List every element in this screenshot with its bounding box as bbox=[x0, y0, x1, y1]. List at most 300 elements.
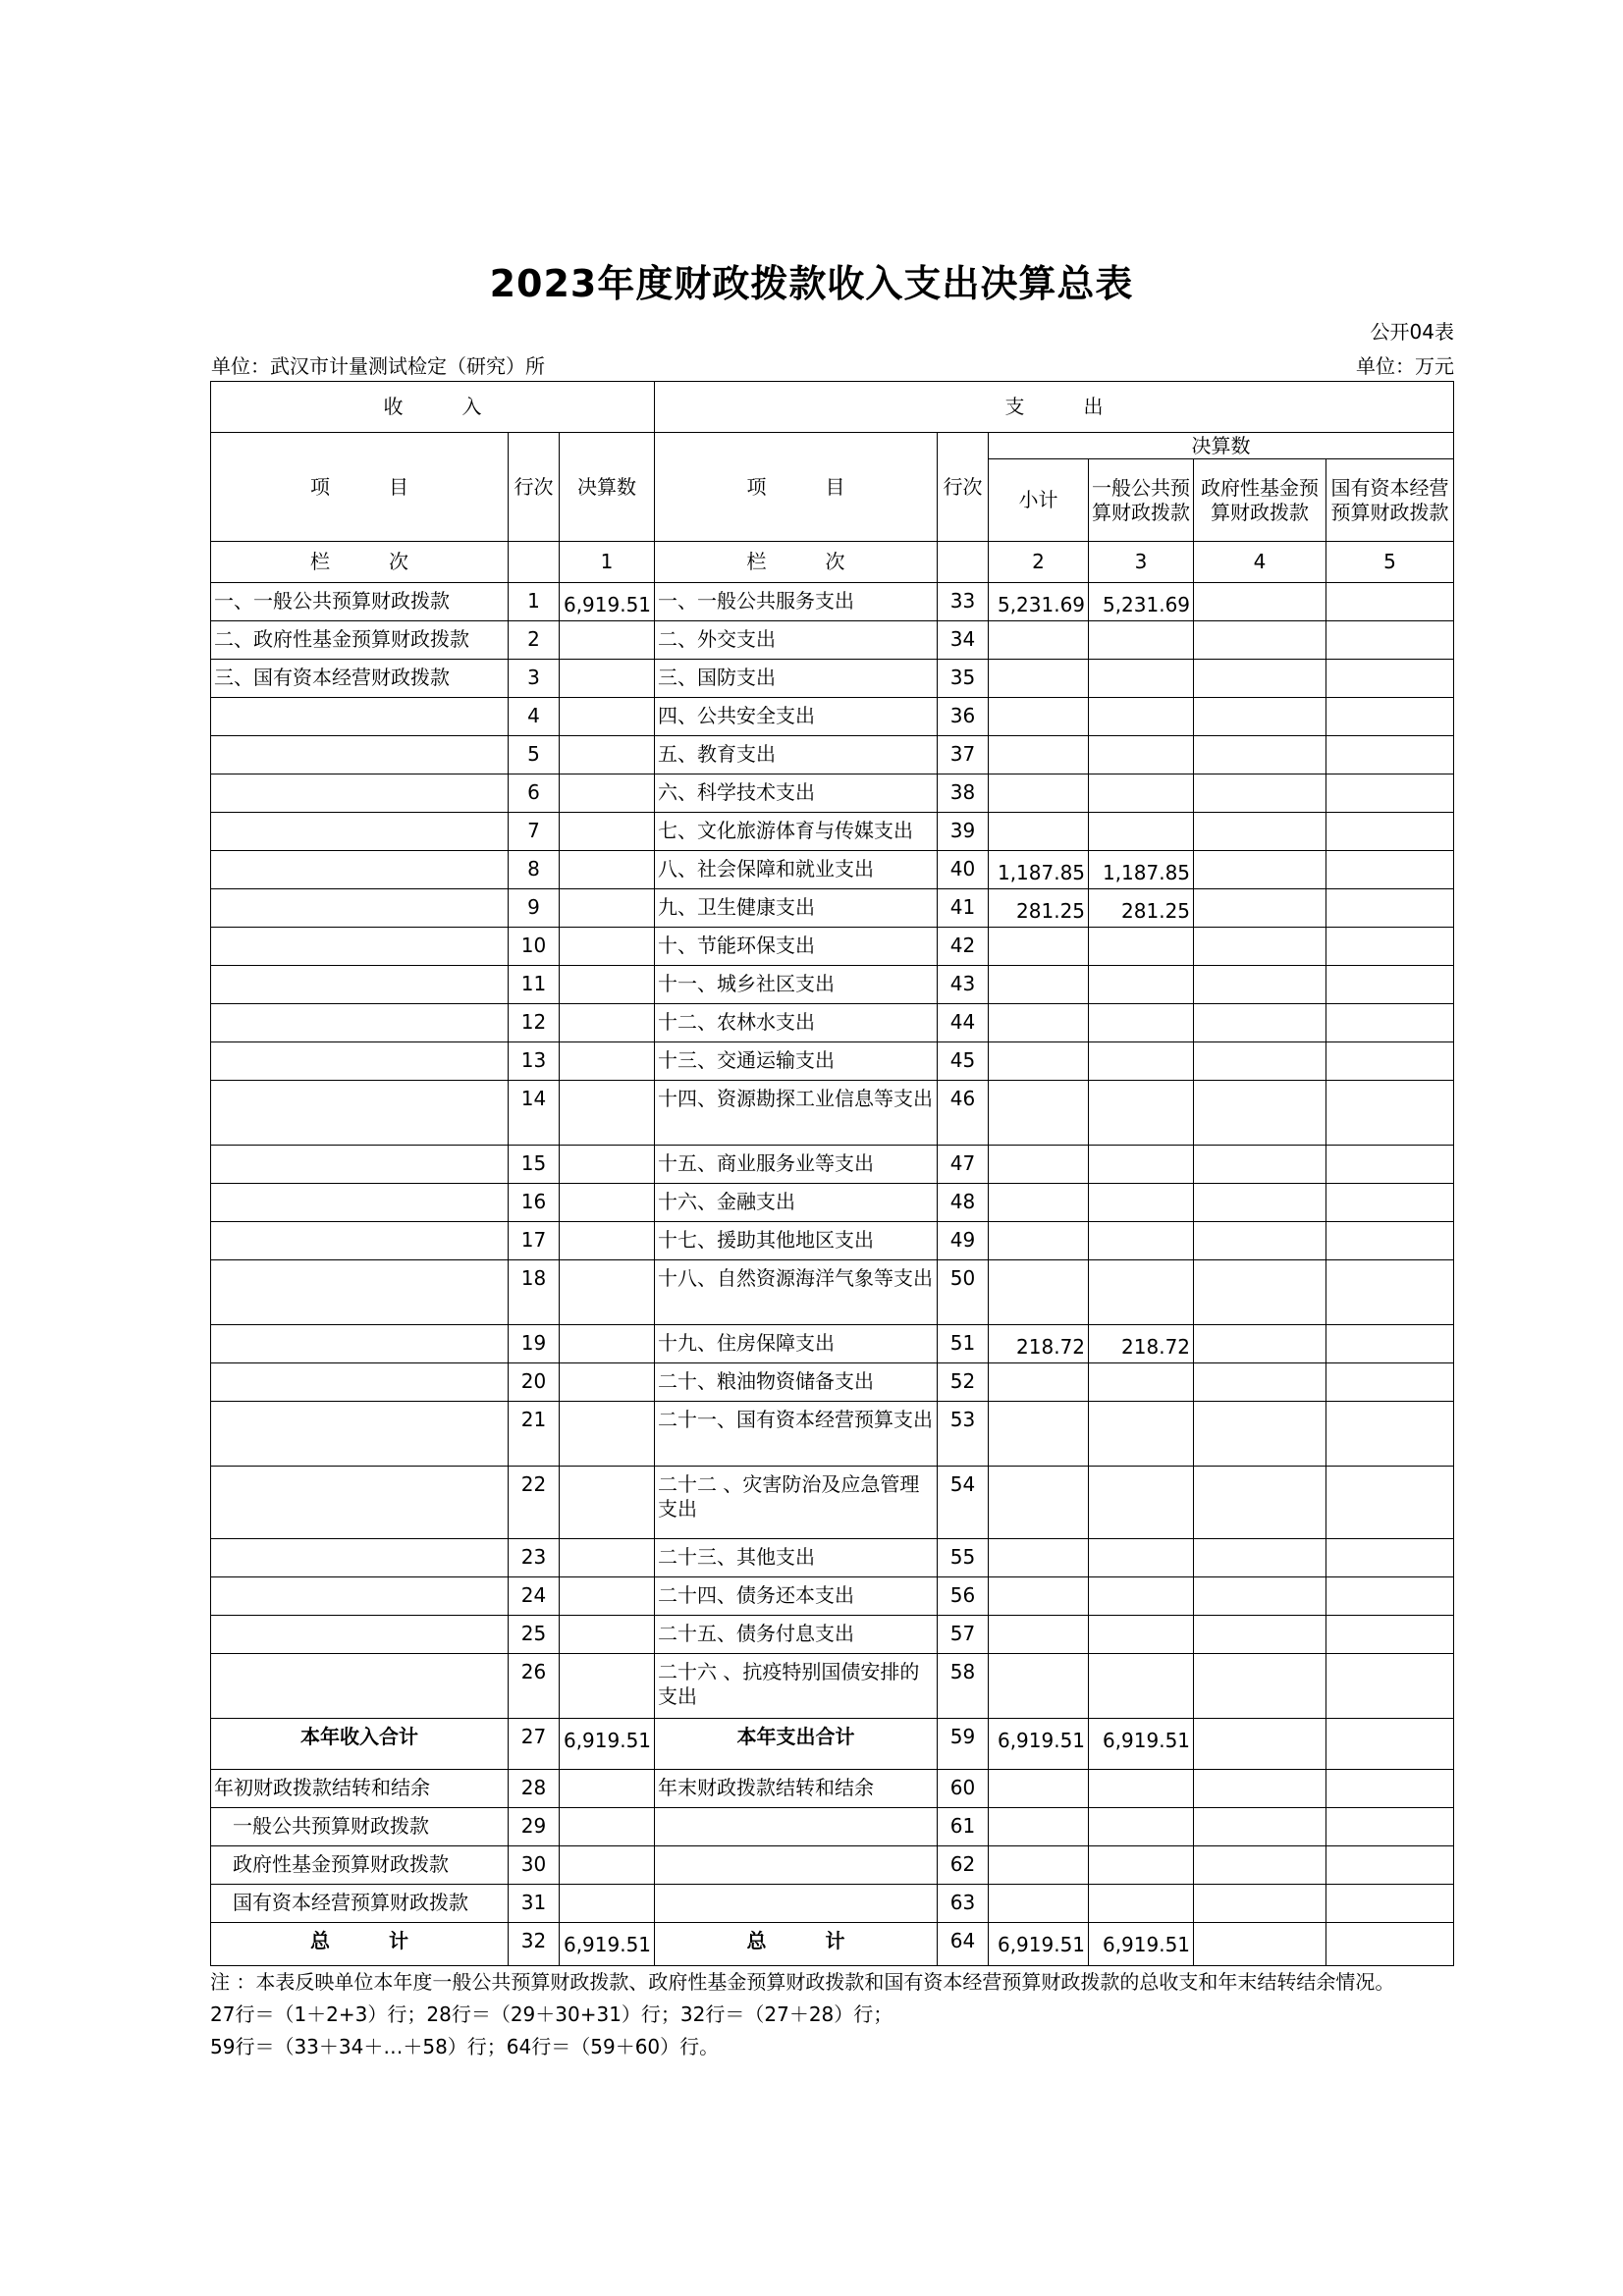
expense-soe-capital bbox=[1326, 1846, 1454, 1885]
expense-soe-capital bbox=[1326, 1719, 1454, 1770]
income-row-number: 31 bbox=[509, 1885, 560, 1923]
expense-item: 总 计 bbox=[655, 1923, 938, 1966]
note-line: 注 ：本表反映单位本年度一般公共预算财政拨款、政府性基金预算财政拨款和国有资本经营预算财政拨款的总收支和年末结转结余情况。 bbox=[210, 1970, 1395, 1994]
income-amount bbox=[560, 928, 655, 966]
income-amount bbox=[560, 1577, 655, 1616]
income-row-number: 32 bbox=[509, 1923, 560, 1966]
expense-soe-capital bbox=[1326, 1402, 1454, 1467]
income-amount bbox=[560, 1222, 655, 1260]
expense-item: 二、外交支出 bbox=[655, 621, 938, 660]
column-number-1: 1 bbox=[560, 542, 655, 583]
expense-row-number: 62 bbox=[938, 1846, 989, 1885]
income-item bbox=[211, 1616, 509, 1654]
expense-row-number: 41 bbox=[938, 889, 989, 928]
organization-unit: 单位：武汉市计量测试检定（研究）所 bbox=[211, 354, 545, 378]
expense-soe-capital bbox=[1326, 1042, 1454, 1081]
table-row bbox=[211, 813, 1454, 851]
expense-gov-fund bbox=[1194, 1885, 1326, 1923]
expense-row-number: 47 bbox=[938, 1146, 989, 1184]
income-amount bbox=[560, 1846, 655, 1885]
expense-general-budget bbox=[1089, 1654, 1194, 1719]
income-amount bbox=[560, 1260, 655, 1325]
expense-row-number: 40 bbox=[938, 851, 989, 889]
expense-row-number: 44 bbox=[938, 1004, 989, 1042]
expense-subtotal bbox=[989, 660, 1089, 698]
expense-general-budget: 5,231.69 bbox=[1089, 583, 1194, 621]
expense-gov-fund bbox=[1194, 774, 1326, 813]
expense-soe-capital bbox=[1326, 1081, 1454, 1146]
income-row-number: 22 bbox=[509, 1467, 560, 1539]
income-amount bbox=[560, 813, 655, 851]
expense-item: 二十二 、灾害防治及应急管理支出 bbox=[655, 1467, 938, 1539]
income-item bbox=[211, 1467, 509, 1539]
expense-general-budget: 218.72 bbox=[1089, 1325, 1194, 1363]
expense-soe-capital bbox=[1326, 1146, 1454, 1184]
expense-gov-fund bbox=[1194, 1467, 1326, 1539]
table-row bbox=[211, 774, 1454, 813]
expense-subtotal: 6,919.51 bbox=[989, 1719, 1089, 1770]
expense-subtotal bbox=[989, 1222, 1089, 1260]
expense-row-number: 45 bbox=[938, 1042, 989, 1081]
income-item bbox=[211, 736, 509, 774]
expense-row-number: 54 bbox=[938, 1467, 989, 1539]
expense-general-budget bbox=[1089, 1081, 1194, 1146]
income-amount bbox=[560, 660, 655, 698]
income-row-number: 5 bbox=[509, 736, 560, 774]
expense-subtotal bbox=[989, 1402, 1089, 1467]
expense-gov-fund bbox=[1194, 1363, 1326, 1402]
expense-item-header: 项 目 bbox=[655, 433, 938, 542]
expense-general-budget bbox=[1089, 928, 1194, 966]
income-amount bbox=[560, 1808, 655, 1846]
income-item: 本年收入合计 bbox=[211, 1719, 509, 1770]
expense-item: 四、公共安全支出 bbox=[655, 698, 938, 736]
expense-item: 十五、商业服务业等支出 bbox=[655, 1146, 938, 1184]
income-row-number: 24 bbox=[509, 1577, 560, 1616]
expense-item: 七、文化旅游体育与传媒支出 bbox=[655, 813, 938, 851]
expense-subtotal bbox=[989, 928, 1089, 966]
expense-subtotal bbox=[989, 774, 1089, 813]
income-row-number: 7 bbox=[509, 813, 560, 851]
income-row-number: 14 bbox=[509, 1081, 560, 1146]
expense-gov-fund bbox=[1194, 1616, 1326, 1654]
expense-general-budget bbox=[1089, 1222, 1194, 1260]
expense-soe-capital bbox=[1326, 1654, 1454, 1719]
income-amount bbox=[560, 966, 655, 1004]
expense-gov-fund bbox=[1194, 1004, 1326, 1042]
table-row bbox=[211, 1363, 1454, 1402]
expense-row-number: 59 bbox=[938, 1719, 989, 1770]
expense-soe-capital bbox=[1326, 1616, 1454, 1654]
expense-subtotal bbox=[989, 966, 1089, 1004]
income-row-number: 29 bbox=[509, 1808, 560, 1846]
expense-gov-fund bbox=[1194, 583, 1326, 621]
expense-item: 二十六 、抗疫特别国债安排的支出 bbox=[655, 1654, 938, 1719]
table-row bbox=[211, 621, 1454, 660]
income-item bbox=[211, 698, 509, 736]
column-number-2: 2 bbox=[989, 542, 1089, 583]
expense-item: 十九、住房保障支出 bbox=[655, 1325, 938, 1363]
expense-subtotal bbox=[989, 1146, 1089, 1184]
expense-subtotal bbox=[989, 1260, 1089, 1325]
expense-item: 九、卫生健康支出 bbox=[655, 889, 938, 928]
table-row bbox=[211, 1042, 1454, 1081]
income-row-number: 6 bbox=[509, 774, 560, 813]
expense-general-budget: 281.25 bbox=[1089, 889, 1194, 928]
expense-general-budget: 1,187.85 bbox=[1089, 851, 1194, 889]
income-item: 国有资本经营预算财政拨款 bbox=[211, 1885, 509, 1923]
expense-gov-fund bbox=[1194, 1654, 1326, 1719]
expense-general-budget bbox=[1089, 660, 1194, 698]
expense-subtotal bbox=[989, 1467, 1089, 1539]
expense-soe-capital bbox=[1326, 774, 1454, 813]
expense-general-budget bbox=[1089, 736, 1194, 774]
expense-soe-capital bbox=[1326, 1363, 1454, 1402]
expense-subtotal: 5,231.69 bbox=[989, 583, 1089, 621]
income-row-number: 12 bbox=[509, 1004, 560, 1042]
expense-subtotal: 6,919.51 bbox=[989, 1923, 1089, 1966]
income-item bbox=[211, 1654, 509, 1719]
expense-item: 十一、城乡社区支出 bbox=[655, 966, 938, 1004]
income-amount bbox=[560, 736, 655, 774]
expense-subtotal bbox=[989, 1004, 1089, 1042]
expense-row-number: 64 bbox=[938, 1923, 989, 1966]
income-item: 总 计 bbox=[211, 1923, 509, 1966]
expense-soe-capital bbox=[1326, 966, 1454, 1004]
budget-table bbox=[210, 381, 1454, 1966]
income-row-number: 2 bbox=[509, 621, 560, 660]
income-amount bbox=[560, 1770, 655, 1808]
column-number-row bbox=[211, 542, 1454, 583]
soe-capital-header: 国有资本经营预算财政拨款 bbox=[1326, 459, 1454, 542]
header-row-middle bbox=[211, 433, 1454, 459]
expense-general-budget bbox=[1089, 698, 1194, 736]
income-amount bbox=[560, 698, 655, 736]
income-amount bbox=[560, 1616, 655, 1654]
table-row bbox=[211, 1222, 1454, 1260]
expense-row-number: 58 bbox=[938, 1654, 989, 1719]
expense-soe-capital bbox=[1326, 1885, 1454, 1923]
expense-soe-capital bbox=[1326, 736, 1454, 774]
expense-soe-capital bbox=[1326, 1325, 1454, 1363]
income-column-label: 栏 次 bbox=[211, 542, 509, 583]
expense-gov-fund bbox=[1194, 1042, 1326, 1081]
expense-general-budget bbox=[1089, 1363, 1194, 1402]
income-item bbox=[211, 1402, 509, 1467]
expense-row-number: 52 bbox=[938, 1363, 989, 1402]
expense-column-label: 栏 次 bbox=[655, 542, 938, 583]
expense-row-number: 53 bbox=[938, 1402, 989, 1467]
expense-subtotal: 1,187.85 bbox=[989, 851, 1089, 889]
expense-subtotal bbox=[989, 1770, 1089, 1808]
expense-gov-fund bbox=[1194, 1846, 1326, 1885]
expense-subtotal bbox=[989, 1363, 1089, 1402]
expense-soe-capital bbox=[1326, 1184, 1454, 1222]
expense-row-number: 61 bbox=[938, 1808, 989, 1846]
expense-row-number: 49 bbox=[938, 1222, 989, 1260]
income-item: 二、政府性基金预算财政拨款 bbox=[211, 621, 509, 660]
table-row bbox=[211, 660, 1454, 698]
expense-row-number: 38 bbox=[938, 774, 989, 813]
expense-gov-fund bbox=[1194, 1402, 1326, 1467]
expense-rowno-header: 行次 bbox=[938, 433, 989, 542]
table-row bbox=[211, 1539, 1454, 1577]
expense-subtotal bbox=[989, 813, 1089, 851]
income-item bbox=[211, 1184, 509, 1222]
income-amount bbox=[560, 1363, 655, 1402]
expense-gov-fund bbox=[1194, 1923, 1326, 1966]
income-item bbox=[211, 1004, 509, 1042]
income-amount bbox=[560, 621, 655, 660]
income-amount bbox=[560, 1004, 655, 1042]
expense-subtotal bbox=[989, 1808, 1089, 1846]
expense-general-budget bbox=[1089, 1539, 1194, 1577]
expense-row-number: 35 bbox=[938, 660, 989, 698]
expense-row-number: 42 bbox=[938, 928, 989, 966]
income-item bbox=[211, 774, 509, 813]
income-amount bbox=[560, 1402, 655, 1467]
income-item bbox=[211, 1260, 509, 1325]
expense-gov-fund bbox=[1194, 1184, 1326, 1222]
header-row-top bbox=[211, 382, 1454, 433]
expense-soe-capital bbox=[1326, 660, 1454, 698]
expense-general-budget bbox=[1089, 1467, 1194, 1539]
expense-item: 五、教育支出 bbox=[655, 736, 938, 774]
income-amount bbox=[560, 1146, 655, 1184]
table-row bbox=[211, 1719, 1454, 1770]
column-number-3: 3 bbox=[1089, 542, 1194, 583]
table-row bbox=[211, 1081, 1454, 1146]
expense-item: 二十三、其他支出 bbox=[655, 1539, 938, 1577]
expense-row-number: 51 bbox=[938, 1325, 989, 1363]
income-item: 政府性基金预算财政拨款 bbox=[211, 1846, 509, 1885]
income-row-number: 30 bbox=[509, 1846, 560, 1885]
income-row-number: 28 bbox=[509, 1770, 560, 1808]
expense-general-budget bbox=[1089, 1616, 1194, 1654]
income-row-number: 20 bbox=[509, 1363, 560, 1402]
income-amount bbox=[560, 1081, 655, 1146]
table-row bbox=[211, 966, 1454, 1004]
expense-general-budget bbox=[1089, 1402, 1194, 1467]
table-row bbox=[211, 1616, 1454, 1654]
income-amount bbox=[560, 1042, 655, 1081]
expense-soe-capital bbox=[1326, 1770, 1454, 1808]
income-amount-header: 决算数 bbox=[560, 433, 655, 542]
expense-general-budget bbox=[1089, 1808, 1194, 1846]
expense-soe-capital bbox=[1326, 1467, 1454, 1539]
income-amount bbox=[560, 774, 655, 813]
income-amount bbox=[560, 851, 655, 889]
income-item bbox=[211, 966, 509, 1004]
expense-soe-capital bbox=[1326, 698, 1454, 736]
expense-row-number: 56 bbox=[938, 1577, 989, 1616]
page-title: 2023年度财政拨款收入支出决算总表 bbox=[489, 262, 1134, 305]
expense-item: 三、国防支出 bbox=[655, 660, 938, 698]
income-amount: 6,919.51 bbox=[560, 1923, 655, 1966]
table-row bbox=[211, 1923, 1454, 1966]
gov-fund-header: 政府性基金预算财政拨款 bbox=[1194, 459, 1326, 542]
table-row bbox=[211, 1402, 1454, 1467]
income-item bbox=[211, 1363, 509, 1402]
expense-soe-capital bbox=[1326, 928, 1454, 966]
empty-cell bbox=[938, 542, 989, 583]
income-amount bbox=[560, 1885, 655, 1923]
expense-soe-capital bbox=[1326, 813, 1454, 851]
income-amount: 6,919.51 bbox=[560, 583, 655, 621]
expense-subtotal bbox=[989, 1885, 1089, 1923]
expense-row-number: 55 bbox=[938, 1539, 989, 1577]
expense-gov-fund bbox=[1194, 889, 1326, 928]
expense-row-number: 46 bbox=[938, 1081, 989, 1146]
expense-general-budget bbox=[1089, 1846, 1194, 1885]
expense-gov-fund bbox=[1194, 1770, 1326, 1808]
expense-item: 十、节能环保支出 bbox=[655, 928, 938, 966]
expense-amount-group-header: 决算数 bbox=[989, 433, 1454, 459]
expense-item: 十六、金融支出 bbox=[655, 1184, 938, 1222]
expense-row-number: 36 bbox=[938, 698, 989, 736]
expense-row-number: 63 bbox=[938, 1885, 989, 1923]
expense-item: 十四、资源勘探工业信息等支出 bbox=[655, 1081, 938, 1146]
note-line: 27行＝（1＋2+3）行；28行＝（29＋30+31）行；32行＝（27＋28）行； bbox=[210, 2002, 893, 2026]
expense-general-budget bbox=[1089, 1885, 1194, 1923]
income-row-number: 16 bbox=[509, 1184, 560, 1222]
expense-header: 支 出 bbox=[655, 382, 1454, 433]
income-amount bbox=[560, 1325, 655, 1363]
expense-subtotal bbox=[989, 1577, 1089, 1616]
table-row bbox=[211, 1260, 1454, 1325]
expense-soe-capital bbox=[1326, 1539, 1454, 1577]
expense-gov-fund bbox=[1194, 1539, 1326, 1577]
expense-gov-fund bbox=[1194, 1146, 1326, 1184]
income-item-header: 项 目 bbox=[211, 433, 509, 542]
table-row bbox=[211, 736, 1454, 774]
form-number: 公开04表 bbox=[1370, 320, 1454, 344]
income-item: 年初财政拨款结转和结余 bbox=[211, 1770, 509, 1808]
income-amount bbox=[560, 1184, 655, 1222]
expense-subtotal: 218.72 bbox=[989, 1325, 1089, 1363]
expense-gov-fund bbox=[1194, 660, 1326, 698]
table-row bbox=[211, 928, 1454, 966]
expense-item: 十三、交通运输支出 bbox=[655, 1042, 938, 1081]
income-item bbox=[211, 928, 509, 966]
general-budget-header: 一般公共预算财政拨款 bbox=[1089, 459, 1194, 542]
income-item bbox=[211, 813, 509, 851]
table-row bbox=[211, 1808, 1454, 1846]
expense-general-budget bbox=[1089, 1577, 1194, 1616]
income-row-number: 9 bbox=[509, 889, 560, 928]
income-row-number: 25 bbox=[509, 1616, 560, 1654]
expense-general-budget: 6,919.51 bbox=[1089, 1923, 1194, 1966]
expense-gov-fund bbox=[1194, 1719, 1326, 1770]
expense-row-number: 33 bbox=[938, 583, 989, 621]
expense-item bbox=[655, 1885, 938, 1923]
expense-soe-capital bbox=[1326, 1808, 1454, 1846]
expense-general-budget bbox=[1089, 966, 1194, 1004]
expense-subtotal bbox=[989, 698, 1089, 736]
income-rowno-header: 行次 bbox=[509, 433, 560, 542]
expense-subtotal bbox=[989, 1184, 1089, 1222]
income-item: 三、国有资本经营财政拨款 bbox=[211, 660, 509, 698]
income-row-number: 8 bbox=[509, 851, 560, 889]
income-amount: 6,919.51 bbox=[560, 1719, 655, 1770]
expense-general-budget bbox=[1089, 1004, 1194, 1042]
income-item bbox=[211, 1539, 509, 1577]
expense-item: 十七、援助其他地区支出 bbox=[655, 1222, 938, 1260]
income-item: 一、一般公共预算财政拨款 bbox=[211, 583, 509, 621]
table-row bbox=[211, 1146, 1454, 1184]
income-row-number: 27 bbox=[509, 1719, 560, 1770]
expense-soe-capital bbox=[1326, 889, 1454, 928]
expense-subtotal bbox=[989, 621, 1089, 660]
expense-subtotal bbox=[989, 1539, 1089, 1577]
subtotal-header: 小计 bbox=[989, 459, 1089, 542]
expense-gov-fund bbox=[1194, 621, 1326, 660]
income-row-number: 1 bbox=[509, 583, 560, 621]
expense-item: 六、科学技术支出 bbox=[655, 774, 938, 813]
expense-gov-fund bbox=[1194, 1222, 1326, 1260]
expense-item: 二十、粮油物资储备支出 bbox=[655, 1363, 938, 1402]
note-line: 59行＝（33＋34＋…＋58）行；64行＝（59＋60）行。 bbox=[210, 2035, 720, 2058]
table-row bbox=[211, 583, 1454, 621]
expense-gov-fund bbox=[1194, 1325, 1326, 1363]
expense-soe-capital bbox=[1326, 1004, 1454, 1042]
income-amount bbox=[560, 1654, 655, 1719]
expense-item: 本年支出合计 bbox=[655, 1719, 938, 1770]
expense-soe-capital bbox=[1326, 1577, 1454, 1616]
expense-soe-capital bbox=[1326, 1260, 1454, 1325]
income-row-number: 15 bbox=[509, 1146, 560, 1184]
income-row-number: 3 bbox=[509, 660, 560, 698]
expense-soe-capital bbox=[1326, 621, 1454, 660]
expense-gov-fund bbox=[1194, 736, 1326, 774]
income-row-number: 17 bbox=[509, 1222, 560, 1260]
income-row-number: 18 bbox=[509, 1260, 560, 1325]
expense-item bbox=[655, 1846, 938, 1885]
expense-gov-fund bbox=[1194, 1260, 1326, 1325]
expense-soe-capital bbox=[1326, 851, 1454, 889]
expense-item: 一、一般公共服务支出 bbox=[655, 583, 938, 621]
expense-row-number: 57 bbox=[938, 1616, 989, 1654]
expense-item: 十二、农林水支出 bbox=[655, 1004, 938, 1042]
currency-unit: 单位：万元 bbox=[1356, 354, 1454, 378]
income-item bbox=[211, 1146, 509, 1184]
table-row bbox=[211, 1770, 1454, 1808]
expense-subtotal: 281.25 bbox=[989, 889, 1089, 928]
expense-gov-fund bbox=[1194, 1577, 1326, 1616]
expense-subtotal bbox=[989, 736, 1089, 774]
expense-row-number: 43 bbox=[938, 966, 989, 1004]
expense-general-budget bbox=[1089, 621, 1194, 660]
expense-subtotal bbox=[989, 1616, 1089, 1654]
expense-subtotal bbox=[989, 1846, 1089, 1885]
expense-item: 二十四、债务还本支出 bbox=[655, 1577, 938, 1616]
income-row-number: 26 bbox=[509, 1654, 560, 1719]
income-item bbox=[211, 889, 509, 928]
expense-row-number: 37 bbox=[938, 736, 989, 774]
table-row bbox=[211, 1467, 1454, 1539]
expense-gov-fund bbox=[1194, 1808, 1326, 1846]
expense-general-budget: 6,919.51 bbox=[1089, 1719, 1194, 1770]
table-row bbox=[211, 1577, 1454, 1616]
expense-general-budget bbox=[1089, 1042, 1194, 1081]
expense-general-budget bbox=[1089, 1260, 1194, 1325]
expense-item: 八、社会保障和就业支出 bbox=[655, 851, 938, 889]
table-row bbox=[211, 851, 1454, 889]
expense-gov-fund bbox=[1194, 813, 1326, 851]
expense-soe-capital bbox=[1326, 1923, 1454, 1966]
expense-item: 二十一、国有资本经营预算支出 bbox=[655, 1402, 938, 1467]
income-item bbox=[211, 1081, 509, 1146]
